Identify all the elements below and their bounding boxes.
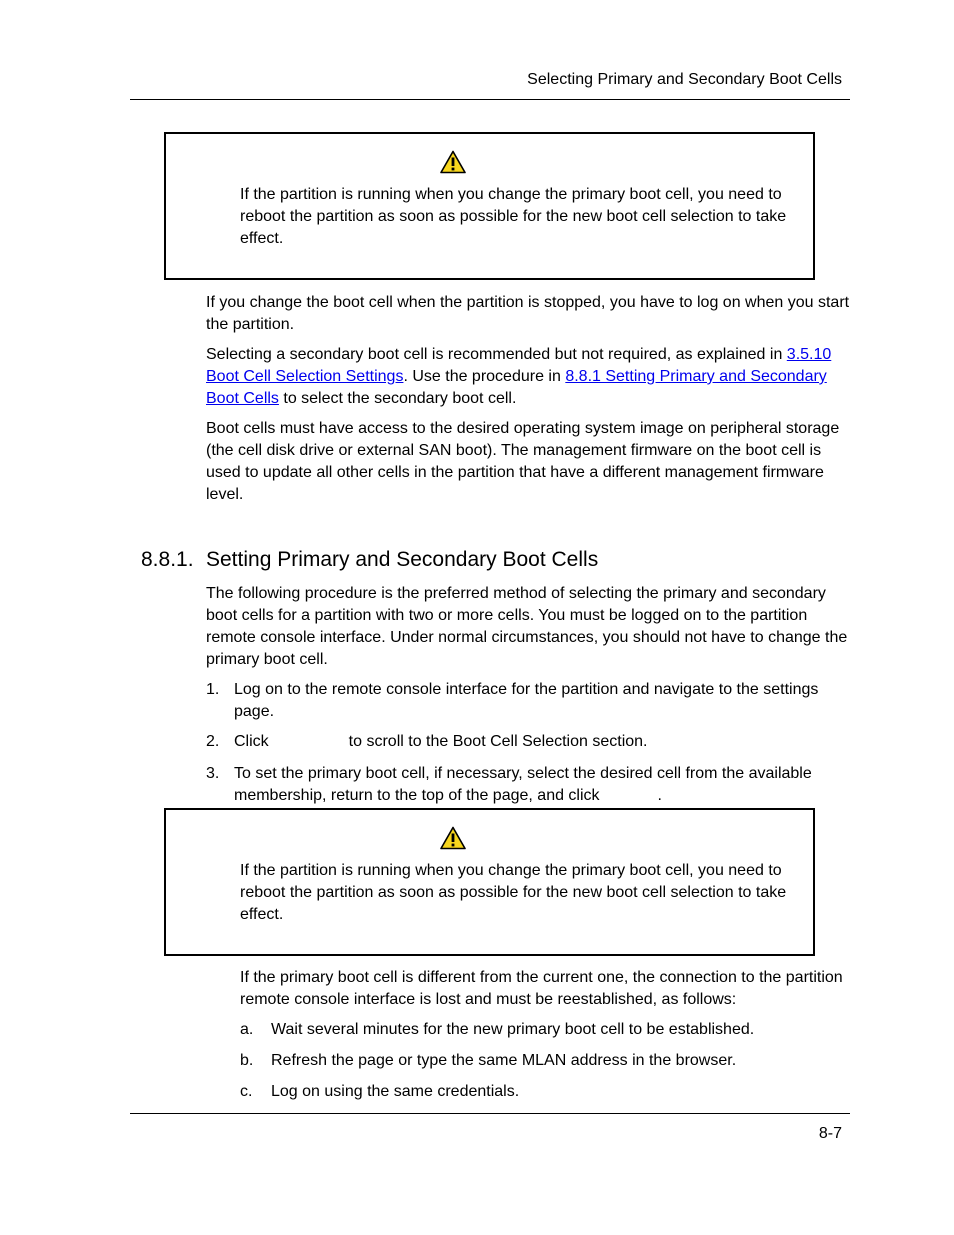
running-header-title: Selecting Primary and Secondary Boot Cells — [527, 71, 842, 88]
paragraph-connection-lost: If the primary boot cell is different from the current one, the connection to the partition remote console interface is lost and must be reestablished, as follows: — [240, 969, 843, 1008]
section-number: 8.8.1. — [141, 548, 194, 571]
step-text: To set the primary boot cell, if necessary, select the desired cell from the available membership, return to the top of the page, and click — [234, 765, 812, 804]
substep-letter: b. — [240, 1052, 254, 1069]
substep-text: Wait several minutes for the new primary boot cell to be established. — [271, 1021, 755, 1038]
caution-box — [164, 808, 815, 956]
substep-text: Refresh the page or type the same MLAN address in the browser. — [271, 1052, 737, 1069]
paragraph-secondary-boot-cell — [206, 344, 851, 410]
paragraph-boot-cell-stopped: If you change the boot cell when the partition is stopped, you have to log on when you start the partition. — [206, 294, 850, 333]
page-number: 8-7 — [818, 1125, 842, 1142]
step-item — [206, 731, 851, 753]
caution-box — [164, 132, 815, 280]
step-text: to scroll to the Boot Cell Selection section. — [348, 733, 648, 750]
step-number: 2. — [206, 733, 220, 750]
paragraph-text: to select the secondary boot cell. — [278, 390, 517, 407]
warning-triangle-icon — [440, 826, 466, 850]
caution-text: If the partition is running when you change the primary boot cell, you need to reboot the partition as soon as possible for the new boot cell selection to take effect. — [240, 186, 787, 247]
header-rule — [130, 99, 850, 100]
link-boot-cell-selection-settings[interactable]: 3.5.10 Boot Cell Selection Settings — [206, 346, 832, 385]
step-text: Log on to the remote console interface for the partition and navigate to the settings page. — [234, 681, 819, 720]
step-item — [206, 679, 851, 723]
step-text: . — [657, 787, 662, 804]
section-heading — [141, 546, 598, 574]
step-item — [206, 763, 851, 807]
link-setting-primary-secondary-boot-cells[interactable]: 8.8.1 Setting Primary and Secondary Boot Cells — [206, 368, 827, 407]
substep-item — [240, 1050, 850, 1072]
substep-letter: c. — [240, 1083, 253, 1100]
warning-triangle-icon — [440, 150, 466, 174]
paragraph-boot-cell-access: Boot cells must have access to the desired operating system image on peripheral storage (the cell disk drive or external SAN boot). The management firmware on the boot cell is used to update all other cells in the partition that have a different management firmware level. — [206, 420, 840, 503]
section-title: Setting Primary and Secondary Boot Cells — [206, 548, 599, 571]
step-number: 3. — [206, 765, 220, 782]
substep-item — [240, 1081, 850, 1103]
paragraph-text: . Use the procedure in — [403, 368, 566, 385]
step-text: Click — [234, 733, 269, 750]
section-intro: The following procedure is the preferred method of selecting the primary and secondary boot cells for a partition with two or more cells. You must be logged on to the partition remote console interface. Under normal circumstances, you should not have to change the primary boot cell. — [206, 585, 848, 668]
step-number: 1. — [206, 681, 220, 698]
caution-text: If the partition is running when you change the primary boot cell, you need to reboot the partition as soon as possible for the new boot cell selection to take effect. — [240, 862, 787, 923]
footer-rule — [130, 1113, 850, 1114]
substep-letter: a. — [240, 1021, 254, 1038]
paragraph-text: Selecting a secondary boot cell is recommended but not required, as explained in — [206, 346, 787, 363]
substep-item — [240, 1019, 850, 1041]
substep-text: Log on using the same credentials. — [271, 1083, 520, 1100]
